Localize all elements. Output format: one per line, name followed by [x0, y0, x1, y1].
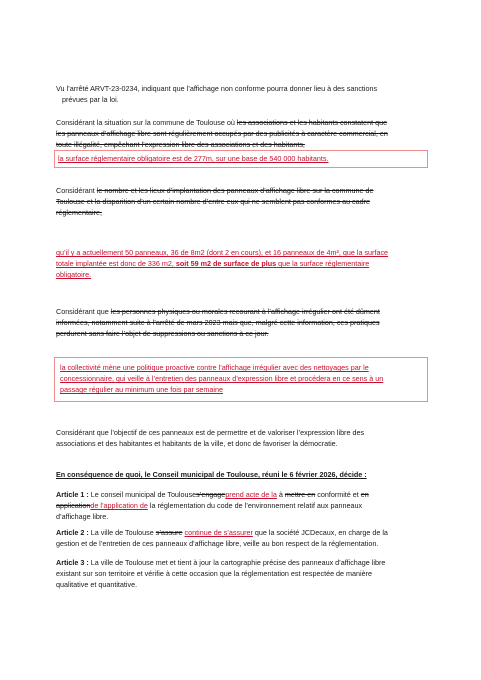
text-line	[56, 527, 428, 538]
article-label: Article 1 :	[56, 490, 89, 499]
text-line: gestion et de l’entretien de ces panneaux d’affichage libre, veille au bon respect de la réglementation.	[56, 539, 379, 548]
deleted-text: le nombre et les lieux d’implantation des panneaux d’affichage libre sur la commune de	[96, 186, 374, 195]
text-line: associations et des habitantes et habitants de la ville, et donc de favoriser la démocratie.	[56, 439, 338, 448]
paragraph-considerant-nombre	[56, 185, 428, 218]
text-run: la réglementation du code de l’environnement relatif aux panneaux	[149, 501, 363, 510]
text-run: Considérant	[56, 186, 95, 195]
paragraph-considerant-objectif	[56, 427, 428, 449]
inserted-text: de l’application de	[90, 501, 148, 510]
inserted-text: obligatoire.	[56, 270, 92, 279]
deleted-text: application	[56, 501, 91, 510]
inserted-text-box: la surface réglementaire obligatoire est de 277m, sur une base de 540 000 habitants.	[54, 150, 428, 168]
inserted-text: qu’il y a actuellement 50 panneaux, 36 de 8m2 (dont 2 en cours), et 16 panneaux de 4m², que la surface	[56, 248, 389, 257]
text-line: d’affichage libre.	[56, 512, 109, 521]
text-line	[56, 557, 428, 568]
text-line	[56, 117, 428, 128]
text-line: existant sur son territoire et vérifie à cette occasion que la réglementation est respectée de manière	[56, 569, 373, 578]
article-2	[56, 527, 428, 549]
deleted-text: réglementaire,	[56, 208, 102, 217]
decision-heading: En conséquence de quoi, le Conseil municipal de Toulouse, réuni le 6 février 2026, décide :	[56, 470, 367, 479]
article-3	[56, 557, 428, 590]
deleted-text: mettre en	[284, 490, 316, 499]
text-line: prévues par la loi.	[62, 95, 119, 104]
deleted-text: s’engage	[196, 490, 226, 499]
article-label: Article 2 :	[56, 528, 89, 537]
deleted-text: les associations et les habitants constatent que	[236, 118, 388, 127]
article-label: Article 3 :	[56, 558, 89, 567]
paragraph-vu	[56, 83, 428, 105]
text-line	[56, 489, 428, 500]
text-line: Considérant que l’objectif de ces panneaux est de permettre et de valoriser l’expression libre des	[56, 428, 365, 437]
paragraph-considerant-personnes	[56, 306, 428, 339]
text-run: La ville de Toulouse	[90, 528, 154, 537]
text-run: conformité et	[317, 490, 359, 499]
inserted-text-box	[54, 357, 428, 402]
inserted-text: prend acte de la	[225, 490, 277, 499]
text-run: Considérant la situation sur la commune de Toulouse où	[56, 118, 235, 127]
text-run: La ville de Toulouse met et tient à jour la cartographie précise des panneaux d’affichage libre	[90, 558, 386, 567]
deleted-text: Toulouse et la disparition d’un certain nombre d’entre eux qui ne semblent pas conformes au cadre	[56, 197, 371, 206]
inserted-text: la collectivité mène une politique proactive contre l’affichage irrégulier avec des nettoyages par le	[60, 363, 369, 372]
text-run: Considérant que	[56, 307, 109, 316]
inserted-text: continue de s’assurer	[184, 528, 253, 537]
deleted-text: s’assure	[155, 528, 183, 537]
text-line: qualitative et quantitative.	[56, 580, 138, 589]
paragraph-considerant-situation	[56, 117, 428, 150]
text-line	[56, 185, 428, 196]
inserted-paragraph	[56, 247, 428, 280]
inserted-text: concessionnaire, qui veille à l’entretien des panneaux d’expression libre et procédera en ce sens à un	[60, 374, 384, 383]
text-line: Vu l’arrêté ARVT-23-0234, indiquant que l’affichage non conforme pourra donner lieu à des sanctions	[56, 84, 378, 93]
inserted-text: totale implantée est donc de 336 m2,	[56, 259, 174, 268]
text-line	[56, 258, 428, 269]
text-run: à	[278, 490, 283, 499]
text-line	[56, 500, 428, 511]
deleted-text: toute illégalité, empêchant l’expression libre des associations et des habitants,	[56, 140, 305, 149]
text-line	[56, 306, 428, 317]
deleted-text: perdurent sans faire l’objet de suppressions ou sanctions à ce jour.	[56, 329, 269, 338]
deleted-text: informées, notamment suite à l’arrêté de mars 2023 mais que, malgré cette information, ces pratiques	[56, 318, 380, 327]
text-run: Le conseil municipal de Toulouse	[90, 490, 197, 499]
text-run: que la société JCDecaux, en charge de la	[254, 528, 388, 537]
deleted-text: les panneaux d’affichage libre sont régulièrement occupés par des publicités à caractère commercial, en	[56, 129, 388, 138]
article-1	[56, 489, 428, 522]
deleted-text: en	[360, 490, 369, 499]
inserted-text: passage régulier au minimum une fois par semaine	[60, 385, 223, 394]
deleted-text: les personnes physiques ou morales recourant à l’affichage irrégulier ont été dûment	[110, 307, 380, 316]
inserted-text: que la surface réglementaire	[278, 259, 370, 268]
inserted-text-bold: soit 59 m2 de surface de plus	[175, 259, 277, 268]
